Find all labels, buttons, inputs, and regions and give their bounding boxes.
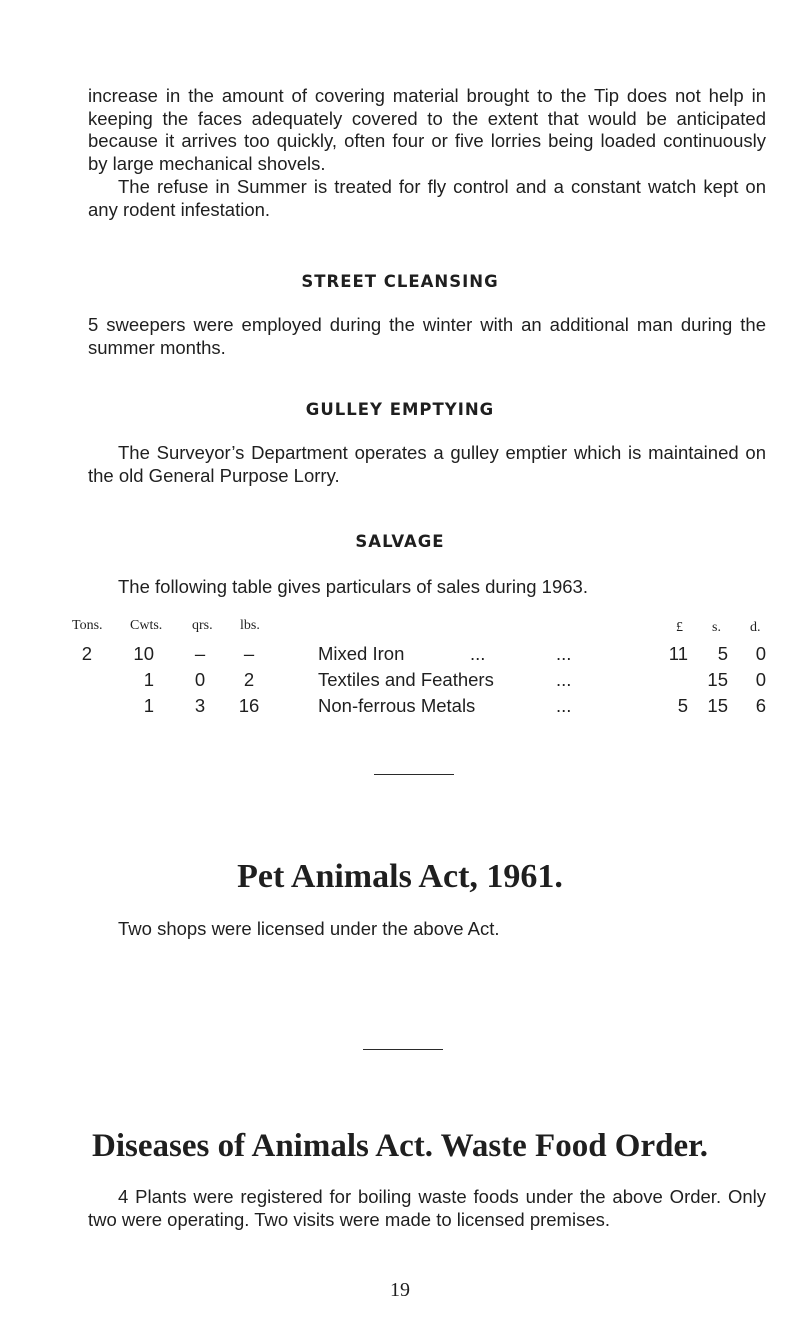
row-leader-dots: ... <box>470 643 486 664</box>
row-cwts: 1 <box>143 695 154 716</box>
header-cwts: Cwts. <box>130 618 163 633</box>
header-shillings: s. <box>712 620 721 635</box>
row-qrs: 3 <box>194 695 206 716</box>
header-tons: Tons. <box>72 618 103 633</box>
row-shillings: 15 <box>707 695 728 716</box>
salvage-intro: The following table gives particulars of sales during 1963. <box>118 576 588 597</box>
row-lbs: 16 <box>238 695 260 716</box>
header-pounds: £ <box>676 620 683 635</box>
row-lbs: 2 <box>243 669 255 690</box>
row-pounds: 11 <box>668 643 688 664</box>
row-cwts: 10 <box>133 643 154 664</box>
header-pence: d. <box>750 620 761 635</box>
street-cleansing-text: 5 sweepers were employed during the winter with an additional man during the summer months. <box>88 314 766 358</box>
header-lbs: lbs. <box>240 618 260 633</box>
salvage-heading: SALVAGE <box>355 532 445 551</box>
section-divider <box>374 774 454 775</box>
diseases-heading: Diseases of Animals Act. Waste Food Order. <box>92 1128 708 1164</box>
header-qrs: qrs. <box>192 618 213 633</box>
gulley-emptying-heading: GULLEY EMPTYING <box>305 400 495 419</box>
row-leader-dots: ... <box>556 695 572 716</box>
pet-animals-text: Two shops were licensed under the above Act. <box>118 918 500 939</box>
section-divider <box>363 1049 443 1050</box>
intro-paragraph: increase in the amount of covering material brought to the Tip does not help in keeping the faces adequately covered to the extent that would be anticipated because it arrives too quickly, often four or five lorries being loaded continuously by large mechanical shovels. <box>88 85 766 174</box>
row-item: Mixed Iron <box>318 643 405 664</box>
row-lbs: – <box>243 643 255 664</box>
row-leader-dots: ... <box>556 669 572 690</box>
row-pounds: 5 <box>677 695 688 716</box>
row-cwts: 1 <box>143 669 154 690</box>
pet-animals-heading: Pet Animals Act, 1961. <box>237 858 563 895</box>
refuse-paragraph: The refuse in Summer is treated for fly control and a constant watch kept on any rodent infestation. <box>88 176 766 220</box>
page-number: 19 <box>390 1279 410 1301</box>
row-qrs: – <box>194 643 206 664</box>
row-leader-dots: ... <box>556 643 572 664</box>
row-shillings: 5 <box>717 643 728 664</box>
row-qrs: 0 <box>194 669 206 690</box>
row-shillings: 15 <box>707 669 728 690</box>
row-tons: 2 <box>81 643 92 664</box>
diseases-text: 4 Plants were registered for boiling waste foods under the above Order. Only two were operating. Two visits were made to licensed premises. <box>88 1186 766 1230</box>
row-item: Textiles and Feathers <box>318 669 494 690</box>
row-item: Non-ferrous Metals <box>318 695 476 716</box>
row-pence: 0 <box>755 669 766 690</box>
row-pence: 0 <box>755 643 766 664</box>
row-pence: 6 <box>755 695 766 716</box>
gulley-emptying-text: The Surveyor’s Department operates a gulley emptier which is maintained on the old General Purpose Lorry. <box>88 442 766 486</box>
street-cleansing-heading: STREET CLEANSING <box>301 272 499 291</box>
